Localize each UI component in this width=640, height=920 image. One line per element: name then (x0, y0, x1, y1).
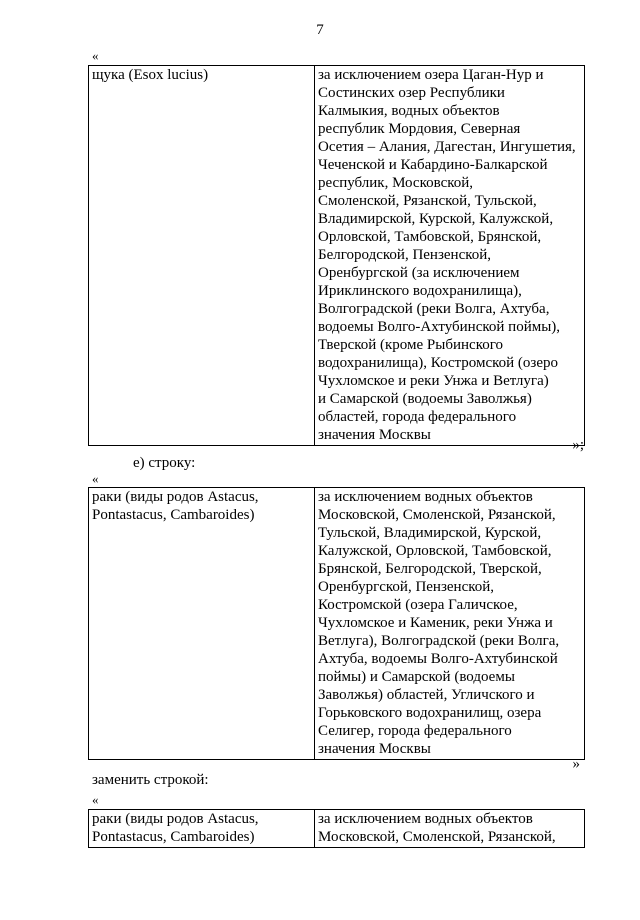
cell-text-line: Ветлуга), Волгоградской (реки Волга, (318, 633, 560, 649)
table-row (89, 810, 585, 848)
cell-text-line: Селигер, города федерального (318, 723, 512, 739)
species-table-pike (88, 65, 585, 446)
cell-text-line: Тверской (кроме Рыбинского (318, 337, 503, 353)
cell-text-line: поймы) и Самарской (водоемы (318, 669, 515, 685)
species-table-crayfish-old (88, 487, 585, 760)
quote-open-1: « (92, 48, 99, 63)
cell-text-line: раки (виды родов Astacus, (92, 811, 259, 827)
cell-text-line: Оренбургской, Пензенской, (318, 579, 495, 595)
cell-text-line: и Самарской (водоемы Заволжья) (318, 391, 532, 407)
species-cell (89, 810, 315, 848)
exception-cell (315, 488, 585, 760)
exception-cell (315, 810, 585, 848)
cell-text-line: за исключением водных объектов (318, 489, 533, 505)
cell-text-line: Тульской, Владимирской, Курской, (318, 525, 542, 541)
cell-text-line: Pontastacus, Cambaroides) (92, 829, 255, 845)
cell-text-line: Чухломское и Каменик, реки Унжа и (318, 615, 553, 631)
cell-text-line: Московской, Смоленской, Рязанской, (318, 829, 556, 845)
cell-text-line: значения Москвы (318, 427, 431, 443)
cell-text-line: Костромской (озера Галичское, (318, 597, 518, 613)
species-table-crayfish-new (88, 809, 585, 848)
cell-text-line: Брянской, Белгородской, Тверской, (318, 561, 542, 577)
quote-close-2: » (572, 756, 580, 772)
cell-text-line: республик Мордовия, Северная (318, 121, 521, 137)
cell-text-line: Pontastacus, Cambaroides) (92, 507, 255, 523)
species-cell (89, 66, 315, 446)
cell-text-line: Белгородской, Пензенской, (318, 247, 492, 263)
page-number: 7 (316, 22, 324, 38)
quote-open-3: « (92, 792, 99, 807)
cell-text-line: Волгоградской (реки Волга, Ахтуба, (318, 301, 550, 317)
exception-cell (315, 66, 585, 446)
cell-text-line: раки (виды родов Astacus, (92, 489, 259, 505)
cell-text-line: Чухломское и реки Унжа и Ветлуга) (318, 373, 549, 389)
cell-text-line: щука (Esox lucius) (92, 67, 209, 83)
cell-text-line: Заволжья) областей, Угличского и (318, 687, 535, 703)
cell-text-line: Ахтуба, водоемы Волго-Ахтубинской (318, 651, 558, 667)
species-cell (89, 488, 315, 760)
cell-text-line: Московской, Смоленской, Рязанской, (318, 507, 556, 523)
cell-text-line: Калужской, Орловской, Тамбовской, (318, 543, 552, 559)
cell-text-line: Орловской, Тамбовской, Брянской, (318, 229, 542, 245)
cell-text-line: водохранилища), Костромской (озеро (318, 355, 559, 371)
cell-text-line: Владимирской, Курской, Калужской, (318, 211, 554, 227)
quote-close-1: »; (572, 437, 584, 453)
cell-text-line: Чеченской и Кабардино-Балкарской (318, 157, 548, 173)
cell-text-line: за исключением водных объектов (318, 811, 533, 827)
cell-text-line: Калмыкия, водных объектов (318, 103, 500, 119)
quote-open-2: « (92, 471, 99, 486)
cell-text-line: Ириклинского водохранилища), (318, 283, 522, 299)
table-row (89, 488, 585, 760)
cell-text-line: за исключением озера Цаган-Нур и (318, 67, 544, 83)
table-row (89, 66, 585, 446)
cell-text-line: значения Москвы (318, 741, 431, 757)
paragraph-e: е) строку: (133, 455, 196, 471)
cell-text-line: Состинских озер Республики (318, 85, 505, 101)
cell-text-line: Оренбургской (за исключением (318, 265, 520, 281)
cell-text-line: республик, Московской, (318, 175, 474, 191)
cell-text-line: водоемы Волго-Ахтубинской поймы), (318, 319, 561, 335)
cell-text-line: Смоленской, Рязанской, Тульской, (318, 193, 537, 209)
cell-text-line: Осетия – Алания, Дагестан, Ингушетия, (318, 139, 576, 155)
cell-text-line: Горьковского водохранилищ, озера (318, 705, 542, 721)
cell-text-line: областей, города федерального (318, 409, 517, 425)
paragraph-replace: заменить строкой: (92, 772, 209, 788)
